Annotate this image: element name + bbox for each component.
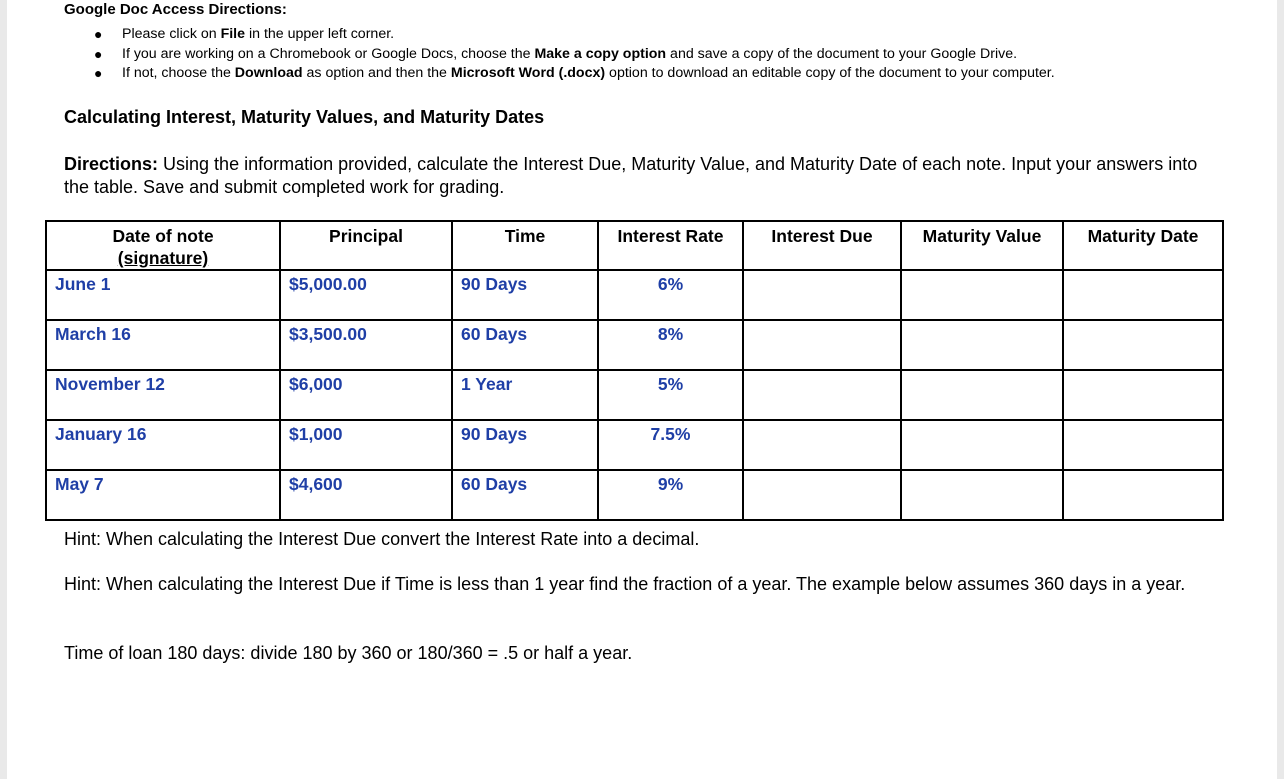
cell-maturity-date[interactable] xyxy=(1063,270,1223,320)
cell-date: May 7 xyxy=(46,470,280,520)
cell-time: 90 Days xyxy=(452,270,598,320)
cell-time: 1 Year xyxy=(452,370,598,420)
access-item-text: Please click on File in the upper left corner. xyxy=(122,26,395,42)
header-time: Time xyxy=(452,221,598,270)
notes-table xyxy=(45,220,1224,521)
cell-maturity-date[interactable] xyxy=(1063,470,1223,520)
table-row xyxy=(46,270,1223,320)
hint-2: Hint: When calculating the Interest Due if Time is less than 1 year find the fraction of a year. The example below assumes 360 days in a year. xyxy=(64,574,1186,594)
header-interest-rate: Interest Rate xyxy=(598,221,743,270)
access-directions-title: Google Doc Access Directions: xyxy=(64,1,287,18)
cell-maturity-date[interactable] xyxy=(1063,370,1223,420)
cell-date: June 1 xyxy=(46,270,280,320)
directions-text: Using the information provided, calculate the Interest Due, Maturity Value, and Maturity Date of each note. Input your answers into the table. Save and submit completed work for grading. xyxy=(64,154,1198,197)
cell-maturity-value[interactable] xyxy=(901,470,1063,520)
cell-time: 90 Days xyxy=(452,420,598,470)
document-page xyxy=(7,0,1277,779)
cell-maturity-value[interactable] xyxy=(901,370,1063,420)
table-row xyxy=(46,370,1223,420)
hint-1: Hint: When calculating the Interest Due convert the Interest Rate into a decimal. xyxy=(64,529,700,549)
cell-interest-rate: 5% xyxy=(598,370,743,420)
cell-interest-rate: 7.5% xyxy=(598,420,743,470)
bullet-icon: ● xyxy=(94,45,103,62)
cell-maturity-value[interactable] xyxy=(901,420,1063,470)
cell-interest-rate: 6% xyxy=(598,270,743,320)
header-date xyxy=(46,221,280,270)
header-maturity-value: Maturity Value xyxy=(901,221,1063,270)
cell-interest-due[interactable] xyxy=(743,270,901,320)
header-interest-due: Interest Due xyxy=(743,221,901,270)
cell-date: November 12 xyxy=(46,370,280,420)
access-item xyxy=(94,25,1055,45)
section-title: Calculating Interest, Maturity Values, and Maturity Dates xyxy=(64,107,545,127)
bullet-icon: ● xyxy=(94,65,103,81)
hint-example: Time of loan 180 days: divide 180 by 360 or 180/360 = .5 or half a year. xyxy=(64,643,633,663)
cell-interest-due[interactable] xyxy=(743,320,901,370)
cell-interest-rate: 8% xyxy=(598,320,743,370)
access-directions-list xyxy=(94,25,1055,84)
cell-maturity-date[interactable] xyxy=(1063,420,1223,470)
cell-interest-due[interactable] xyxy=(743,470,901,520)
header-maturity-date: Maturity Date xyxy=(1063,221,1223,270)
header-date-label: Date of note xyxy=(112,226,214,246)
access-item xyxy=(94,45,1055,65)
table-header-row xyxy=(46,221,1223,270)
cell-maturity-value[interactable] xyxy=(901,320,1063,370)
cell-principal: $1,000 xyxy=(280,420,452,470)
cell-principal: $4,600 xyxy=(280,470,452,520)
cell-interest-due[interactable] xyxy=(743,420,901,470)
cell-time: 60 Days xyxy=(452,320,598,370)
table-row xyxy=(46,320,1223,370)
directions-paragraph xyxy=(64,153,1204,199)
cell-date: January 16 xyxy=(46,420,280,470)
cell-principal: $3,500.00 xyxy=(280,320,452,370)
header-principal: Principal xyxy=(280,221,452,270)
cell-principal: $5,000.00 xyxy=(280,270,452,320)
header-date-sub: (signature) xyxy=(117,248,209,268)
table-row xyxy=(46,470,1223,520)
cell-time: 60 Days xyxy=(452,470,598,520)
cell-interest-rate: 9% xyxy=(598,470,743,520)
access-item xyxy=(94,64,1055,84)
access-item-text: If not, choose the Download as option and then the Microsoft Word (.docx) option to download an editable copy of the document to your computer. xyxy=(122,65,1055,81)
bullet-icon: ● xyxy=(94,26,103,42)
access-item-text: If you are working on a Chromebook or Google Docs, choose the Make a copy option and save a copy of the document to your Google Drive. xyxy=(122,45,1018,62)
cell-principal: $6,000 xyxy=(280,370,452,420)
directions-label: Directions: xyxy=(64,154,159,174)
cell-maturity-date[interactable] xyxy=(1063,320,1223,370)
table-row xyxy=(46,420,1223,470)
cell-date: March 16 xyxy=(46,320,280,370)
cell-interest-due[interactable] xyxy=(743,370,901,420)
cell-maturity-value[interactable] xyxy=(901,270,1063,320)
